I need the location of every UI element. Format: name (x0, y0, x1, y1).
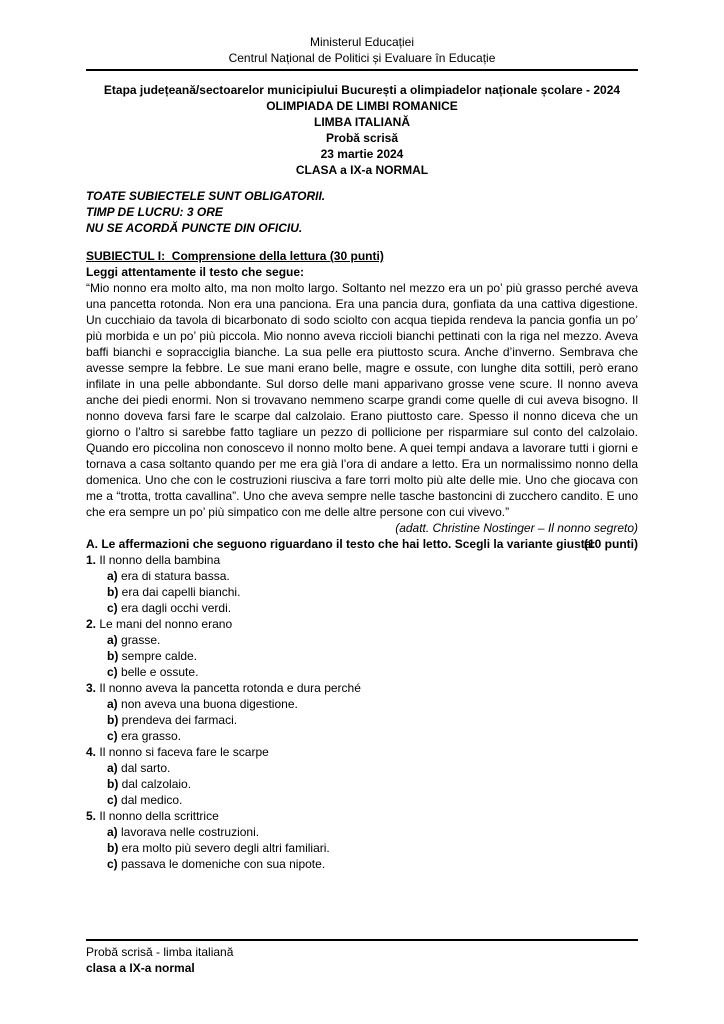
answer-option (86, 632, 638, 648)
question-text: Il nonno della bambina (99, 553, 221, 567)
question-stem (86, 808, 638, 824)
answer-option (86, 712, 638, 728)
option-text: era di statura bassa. (121, 569, 230, 583)
passage-attribution: (adatt. Christine Nostinger – Il nonno segreto) (395, 521, 638, 535)
footer-divider (86, 939, 638, 941)
answer-option (86, 648, 638, 664)
option-text: prendeva dei farmaci. (121, 713, 238, 727)
subject1-heading: SUBIECTUL I: Comprensione della lettura (30 punti) (86, 249, 384, 263)
question-number: 2. (86, 617, 97, 631)
question-stem (86, 552, 638, 568)
reading-passage: “Mio nonno era molto alto, ma non molto largo. Soltanto nel mezzo era un po’ più grasso perché aveva una pancetta rotonda. Non era una panciona. Era una pancia dura, gonfiata da una cattiva digestione. Un cucchiaio da tavola di bicarbonato di sodo sciolto con acqua tiepida rendeva la pancia gonfia un po’ più morbida e un po’ più piccola. Mio nonno aveva riccioli bianchi pettinati con la riga nel mezzo. Aveva baffi bianchi e sopracciglia bianche. La sua pelle era piuttosto scura. Anche d’inverno. Sembrava che avesse sempre la febbre. Le sue mani erano belle, magre e ossute, con lunghe dita sottili, però erano infilate in una pelle abbondante. Sul dorso delle mani apparivano grosse vene scure. Il nonno aveva anche dei piedi enormi. Non si trovavano nemmeno scarpe grandi come quelle di cui aveva bisogno. Il nonno doveva farsi fare le scarpe dal calzolaio. Erano piuttosto care. Spesso il nonno diceva che un giorno o l’altro si sarebbe fatto tagliare un pezzo di pollicione per risparmiare sul conto del calzolaio. Quando ero piccolina non conoscevo il nonno molto bene. A quei tempi andava a lavorare tutti i giorni e tornava a casa soltanto quando per me era già l’ora di andare a letto. Era un normalissimo nonno della domenica. Uno che con le costruzioni riusciva a fare torri molto più alte delle mie. Uno che giocava con me a “trotta, trotta cavallina”. Uno che aveva sempre nelle tasche bastoncini di zucchero candito. E uno che era sempre un po’ più simpatico con me delle altre persone con cui vivevo.” (86, 281, 638, 519)
option-letter: a) (107, 569, 118, 583)
option-letter: c) (107, 793, 118, 807)
subject1-subheading: Leggi attentamente il testo che segue: (86, 265, 305, 279)
option-letter: a) (107, 697, 118, 711)
answer-option (86, 568, 638, 584)
exam-date: 23 martie 2024 (320, 147, 404, 161)
section-a-heading (86, 536, 638, 552)
question-1 (86, 552, 638, 616)
option-text: grasse. (121, 633, 161, 647)
option-letter: a) (107, 633, 118, 647)
option-letter: b) (107, 713, 119, 727)
question-text: Il nonno della scrittrice (99, 809, 219, 823)
answer-option (86, 824, 638, 840)
header-divider (86, 69, 638, 71)
option-letter: b) (107, 649, 119, 663)
language-name: LIMBA ITALIANĂ (314, 115, 410, 129)
option-text: dal medico. (121, 793, 183, 807)
option-letter: a) (107, 761, 118, 775)
exam-type: Probă scrisă (325, 131, 399, 145)
page-footer (86, 939, 638, 976)
question-3 (86, 680, 638, 744)
answer-option (86, 664, 638, 680)
option-text: dal calzolaio. (121, 777, 192, 791)
question-stem (86, 616, 638, 632)
option-text: belle e ossute. (121, 665, 199, 679)
instruction-line-time: TIMP DE LUCRU: 3 ORE (86, 205, 223, 219)
option-letter: b) (107, 777, 119, 791)
ministry-name: Ministerul Educației (309, 35, 415, 49)
answer-option (86, 696, 638, 712)
instruction-line-mandatory: TOATE SUBIECTELE SUNT OBLIGATORII. (86, 189, 326, 203)
option-text: lavorava nelle costruzioni. (121, 825, 260, 839)
question-number: 3. (86, 681, 97, 695)
evaluation-center-name: Centrul Național de Politici și Evaluare în Educație (228, 51, 496, 65)
question-text: Le mani del nonno erano (99, 617, 233, 631)
question-number: 5. (86, 809, 97, 823)
footer-class-level: clasa a IX-a normal (86, 961, 195, 975)
answer-option (86, 856, 638, 872)
option-letter: a) (107, 825, 118, 839)
section-a-points: (10 punti) (584, 537, 638, 551)
option-text: passava le domeniche con sua nipote. (121, 857, 326, 871)
title-block (86, 82, 638, 178)
answer-option (86, 840, 638, 856)
question-5 (86, 808, 638, 872)
option-text: non aveva una buona digestione. (121, 697, 298, 711)
footer-exam-type: Probă scrisă - limba italiană (86, 945, 234, 959)
question-4 (86, 744, 638, 808)
option-letter: b) (107, 841, 119, 855)
question-number: 4. (86, 745, 97, 759)
question-stem (86, 744, 638, 760)
question-text: Il nonno aveva la pancetta rotonda e dura perché (99, 681, 361, 695)
olympiad-name: OLIMPIADA DE LIMBI ROMANICE (266, 99, 458, 113)
class-level: CLASA a IX-a NORMAL (295, 163, 429, 177)
answer-option (86, 792, 638, 808)
option-letter: c) (107, 601, 118, 615)
question-list (86, 552, 638, 872)
question-text: Il nonno si faceva fare le scarpe (99, 745, 269, 759)
option-letter: b) (107, 585, 119, 599)
olympiad-stage-line: Etapa județeană/sectoarelor municipiului București a olimpiadelor naționale școlare - 2024 (103, 83, 621, 97)
question-2 (86, 616, 638, 680)
option-text: era molto più severo degli altri familiari. (121, 841, 330, 855)
option-letter: c) (107, 729, 118, 743)
answer-option (86, 760, 638, 776)
option-text: era dai capelli bianchi. (121, 585, 241, 599)
exam-instructions (86, 188, 638, 236)
instruction-line-points: NU SE ACORDĂ PUNCTE DIN OFICIU. (86, 221, 303, 235)
question-stem (86, 680, 638, 696)
answer-option (86, 584, 638, 600)
answer-option (86, 600, 638, 616)
answer-option (86, 728, 638, 744)
option-text: sempre calde. (121, 649, 198, 663)
option-text: dal sarto. (121, 761, 171, 775)
option-text: era dagli occhi verdi. (121, 601, 232, 615)
option-letter: c) (107, 665, 118, 679)
option-letter: c) (107, 857, 118, 871)
document-header (86, 34, 638, 66)
section-a-intro: A. Le affermazioni che seguono riguardano il testo che hai letto. Scegli la variante giusta: (86, 537, 596, 551)
option-text: era grasso. (121, 729, 182, 743)
question-number: 1. (86, 553, 97, 567)
answer-option (86, 776, 638, 792)
